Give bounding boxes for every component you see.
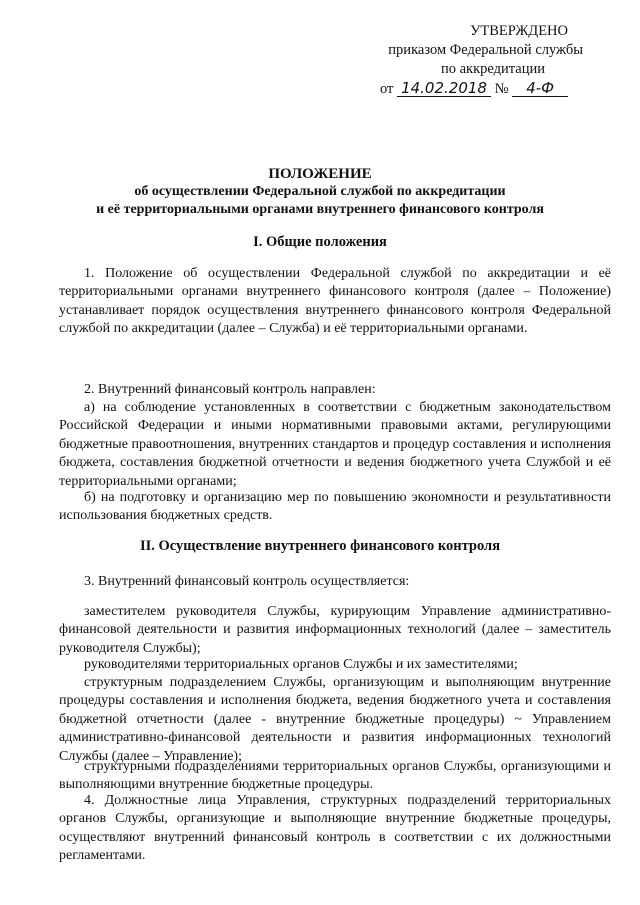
paragraph-3b: руководителями территориальных органов Службы и их заместителями; — [84, 657, 518, 672]
paragraph-3a: заместителем руководителя Службы, курирующим Управление административно-финансовой деятельности и развития информационных технологий (далее – заместитель руководителя Службы); — [59, 604, 611, 656]
handwritten-number: 4-Ф — [512, 81, 568, 97]
approved-label: УТВЕРЖДЕНО — [470, 23, 568, 39]
handwritten-date: 14.02.2018 — [397, 81, 491, 97]
paragraph-2: 2. Внутренний финансовый контроль направлен: — [84, 382, 376, 397]
paragraph-2b: б) на подготовку и организацию мер по повышению экономности и результативности использования бюджетных средств. — [59, 490, 611, 524]
paragraph-3d: структурными подразделениями территориальных органов Службы, организующими и выполняющими внутренние бюджетные процедуры. — [59, 759, 611, 793]
approval-stamp — [360, 22, 605, 99]
from-label: от — [380, 81, 394, 97]
paragraph-1: 1. Положение об осуществлении Федеральной службой по аккредитации и её территориальными органами внутреннего финансового контроля (далее – Положение) устанавливает порядок осуществления внутреннего финансового контроля Федеральной службой по аккредитации (далее – Служба) и её территориальными органами. — [59, 266, 611, 337]
paragraph-4: 4. Должностные лица Управления, структурных подразделений территориальных органов Службы, организующие и выполняющие внутренние бюджетные процедуры, осуществляют внутренний финансовый контроль в соответствии с их должностными регламентами. — [59, 793, 611, 864]
number-sign: № — [494, 81, 509, 97]
title-heading: ПОЛОЖЕНИЕ — [268, 166, 372, 182]
approved-by-agency: по аккредитации — [440, 61, 545, 77]
section-1-heading: I. Общие положения — [253, 234, 387, 250]
paragraph-2a: а) на соблюдение установленных в соответствии с бюджетным законодательством Российской Федерации и иными нормативными правовыми актами, регулирующими бюджетные правоотношения, внутренних стандартов и процедур составления и исполнения бюджета, составления бюджетной отчетности и ведения бюджетного учета Службой и её территориальными органами; — [59, 400, 611, 489]
title-line-3: и её территориальными органами внутреннего финансового контроля — [96, 202, 544, 217]
order-date-number — [360, 80, 605, 99]
approved-by-order: приказом Федеральной службы — [388, 42, 583, 58]
section-2-heading: II. Осуществление внутреннего финансового контроля — [139, 538, 501, 554]
paragraph-3c: структурным подразделением Службы, организующим и выполняющим внутренние процедуры составления и исполнения бюджета, ведения бюджетного учета и составления бюджетной отчетности (далее - внутренние бюджетные процедуры) ~ Управлением административно-финансовой деятельности и развития информационных технологий Службы (далее – Управление); — [59, 675, 611, 764]
document-title — [40, 165, 600, 219]
paragraph-3: 3. Внутренний финансовый контроль осуществляется: — [84, 574, 410, 589]
title-line-2: об осуществлении Федеральной службой по аккредитации — [134, 184, 506, 199]
